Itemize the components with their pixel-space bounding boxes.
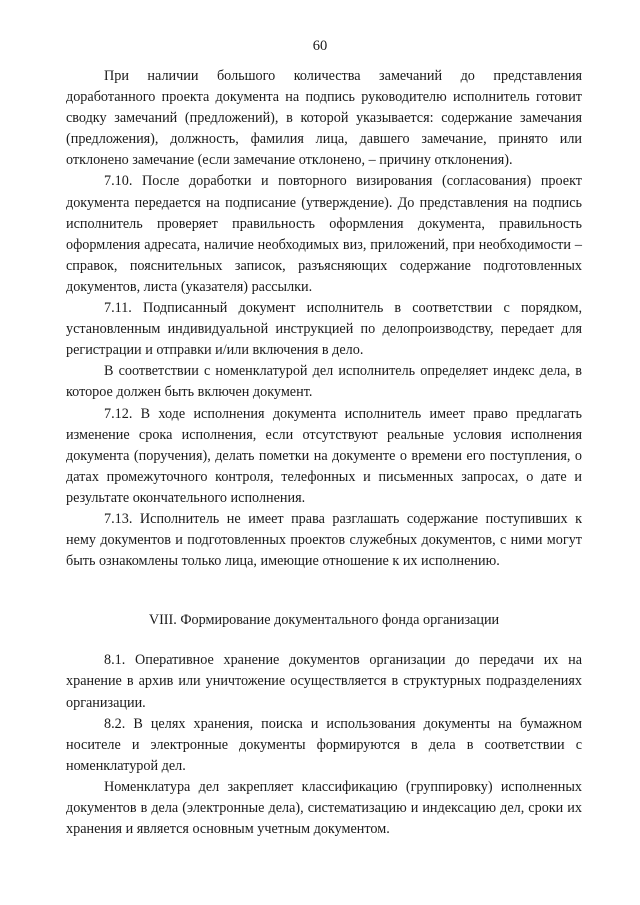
paragraph-summary-of-remarks: При наличии большого количества замечаний до представления доработанного проекта документа на подпись руководителю исполнитель готовит сводку замечаний (предложений), в которой указывается: содержание замечания (предложения), должность, фамилия лица, давшего замечание, принято или отклонено замечание (если замечание отклонено, – причину отклонения).: [66, 68, 582, 169]
spacer: [66, 572, 582, 610]
paragraph-7-11: 7.11. Подписанный документ исполнитель в соответствии с порядком, установленным индивидуальной инструкцией по делопроизводству, передает для регистрации и отправки и/или включения в дело.: [66, 300, 582, 359]
paragraph-case-index: В соответствии с номенклатурой дел исполнитель определяет индекс дела, в которое должен быть включен документ.: [66, 363, 582, 401]
paragraph-7-12: 7.12. В ходе исполнения документа исполнитель имеет право предлагать изменение срока исполнения, если отсутствуют реальные условия исполнения документа (поручения), делать пометки на документе о времени его поступления, о датах промежуточного контроля, телефонных и письменных запросах, о дате и результате окончательного исполнения.: [66, 405, 582, 506]
paragraph-8-1: 8.1. Оперативное хранение документов организации до передачи их на хранение в архив или уничтожение осуществляется в структурных подразделениях организации.: [66, 652, 582, 711]
section-heading: VIII. Формирование документального фонда организации: [148, 612, 500, 629]
page-number: 60: [312, 38, 328, 54]
paragraph-nomenclature: Номенклатура дел закрепляет классификацию (группировку) исполненных документов в дела (электронные дела), систематизацию и индексацию дел, сроки их хранения и является основным учетным документом.: [66, 778, 582, 838]
paragraph-7-10: 7.10. После доработки и повторного визирования (согласования) проект документа передается на подписание (утверждение). До представления на подпись исполнитель проверяет правильность оформления документа, правильность оформления адресата, наличие необходимых виз, приложений, при необходимости – справок, пояснительных записок, разъясняющих содержание подготовленных документов, листа (указателя) рассылки.: [66, 173, 582, 295]
document-body: [66, 66, 582, 840]
paragraph-7-13: 7.13. Исполнитель не имеет права разглашать содержание поступивших к нему документов и подготовленных проектов служебных документов, с ними могут быть ознакомлены только лица, имеющие отношение к их исполнению.: [66, 510, 582, 570]
paragraph-8-2: 8.2. В целях хранения, поиска и использования документы на бумажном носителе и электронные документы формируются в дела в соответствии с номенклатурой дел.: [66, 715, 582, 774]
spacer: [66, 631, 582, 650]
